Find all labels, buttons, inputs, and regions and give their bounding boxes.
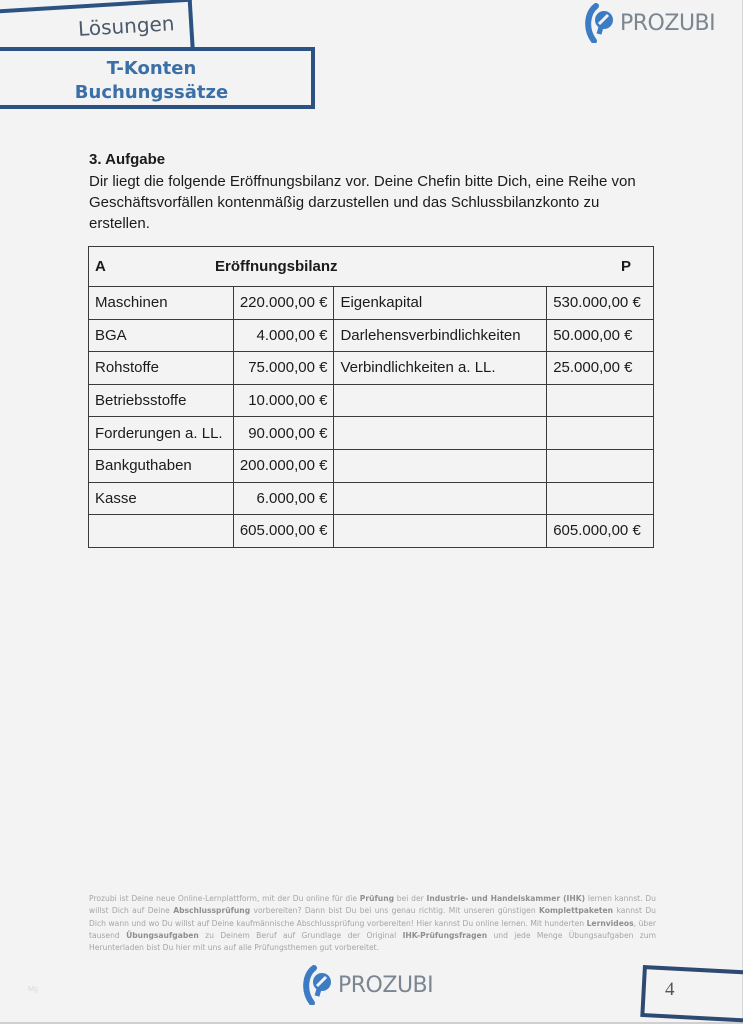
- title-line-2: Buchungssätze: [74, 82, 229, 103]
- table-total-row: [89, 515, 654, 548]
- table-row: [89, 352, 654, 385]
- passiva-label: P: [620, 258, 631, 275]
- task-description: Dir liegt die folgende Eröffnungsbilanz vor. Deine Chefin bitte Dich, eine Reihe von Geschäftsvorfällen kontenmäßig darzustellen und das Schlussbilanzkonto zu erstellen.: [89, 173, 636, 232]
- prozubi-logo-top: [584, 3, 715, 43]
- prozubi-p-icon: [302, 965, 336, 1005]
- footer-keyword: Prüfung: [359, 894, 395, 903]
- aktiv-name: Rohstoffe: [89, 352, 234, 385]
- aktiv-name: Kasse: [89, 482, 234, 515]
- footer-keyword: Komplettpaketen: [539, 906, 614, 916]
- footer-keyword: Übungsaufgaben: [126, 930, 199, 940]
- aktiv-name: Bankguthaben: [89, 449, 234, 482]
- total-passiv: 605.000,00 €: [547, 515, 654, 548]
- prozubi-p-icon: [584, 3, 618, 43]
- small-mark: Mg: [28, 986, 38, 993]
- passiv-value: [547, 384, 654, 417]
- total-passiv-label-empty: [334, 515, 547, 548]
- aktiv-value: 10.000,00 €: [233, 384, 334, 417]
- prozubi-wordmark: PROZUBI: [338, 972, 434, 998]
- footer-text-part: kannst Du Dich wann und wo Du willst auf Deine kaufmännische Abschlussprüfung vorbereiten! Hier kannst Du online lernen. Mit hunderten: [89, 906, 656, 928]
- footer-text-part: bei der: [394, 894, 427, 903]
- passiv-value: [547, 449, 654, 482]
- footer-text-part: zu Deinem Beruf auf Grundlage der Original: [198, 930, 403, 940]
- page-number-frame: [640, 965, 743, 1023]
- aktiv-value: 6.000,00 €: [233, 482, 334, 515]
- passiv-value: 25.000,00 €: [547, 352, 654, 385]
- footer-text-part: lernen kannst. Du willst Dich auf Deine: [89, 894, 656, 916]
- title-line-1: T-Konten: [106, 58, 197, 79]
- table-header-cell: [89, 247, 654, 287]
- passiv-name: [334, 417, 547, 450]
- passiv-name: [334, 384, 547, 417]
- aktiv-name: Betriebsstoffe: [89, 384, 234, 417]
- aktiva-label: A: [95, 258, 106, 275]
- aktiv-value: 200.000,00 €: [233, 449, 334, 482]
- passiv-name: Darlehensverbindlichkeiten: [334, 319, 547, 352]
- passiv-name: Verbindlichkeiten a. LL.: [334, 352, 547, 385]
- passiv-value: 530.000,00 €: [547, 287, 654, 320]
- aktiv-value: 4.000,00 €: [233, 319, 334, 352]
- task-title: 3. Aufgabe: [89, 151, 166, 168]
- footer-text-part: und jede Menge Übungsaufgaben zum Herunterladen bist Du hier mit uns auf alle Prüfungsthemen gut vorbereitet.: [89, 930, 656, 953]
- prozubi-wordmark: PROZUBI: [620, 10, 716, 36]
- footer-text-part: , über tausend: [89, 918, 656, 940]
- footer-description: [89, 893, 656, 954]
- passiv-value: 50.000,00 €: [547, 319, 654, 352]
- aktiv-name: BGA: [89, 319, 234, 352]
- table-row: [89, 449, 654, 482]
- table-row: [89, 319, 654, 352]
- total-aktiv: 605.000,00 €: [233, 515, 334, 548]
- aktiv-value: 90.000,00 €: [233, 417, 334, 450]
- passiv-value: [547, 417, 654, 450]
- footer-keyword: Lernvideos: [586, 918, 634, 928]
- footer-keyword: Abschlussprüfung: [173, 906, 251, 916]
- total-label-empty: [89, 515, 234, 548]
- passiv-name: Eigenkapital: [334, 287, 547, 320]
- passiv-name: [334, 482, 547, 515]
- title-box: [0, 47, 315, 109]
- aktiv-value: 75.000,00 €: [233, 352, 334, 385]
- aktiv-name: Forderungen a. LL.: [89, 417, 234, 450]
- table-row: [89, 287, 654, 320]
- eroeffnungsbilanz-table: [88, 246, 654, 548]
- table-title: Eröffnungsbilanz: [215, 258, 338, 275]
- page-number: 4: [665, 979, 675, 1000]
- prozubi-logo-bottom: [302, 965, 433, 1005]
- aktiv-name: Maschinen: [89, 287, 234, 320]
- footer-keyword: IHK-Prüfungsfragen: [402, 930, 488, 940]
- table-row: [89, 417, 654, 450]
- loesungen-tab-label: Lösungen: [77, 11, 176, 41]
- table-row: [89, 384, 654, 417]
- passiv-value: [547, 482, 654, 515]
- table-row: [89, 482, 654, 515]
- footer-text-part: Prozubi ist Deine neue Online-Lernplattform, mit der Du online für die: [89, 894, 360, 903]
- passiv-name: [334, 449, 547, 482]
- table-header-row: [89, 247, 654, 287]
- aktiv-value: 220.000,00 €: [233, 287, 334, 320]
- footer-keyword: Industrie- und Handelskammer (IHK): [426, 894, 586, 903]
- footer-text-part: vorbereiten? Dann bist Du bei uns genau richtig. Mit unseren günstigen: [250, 906, 540, 916]
